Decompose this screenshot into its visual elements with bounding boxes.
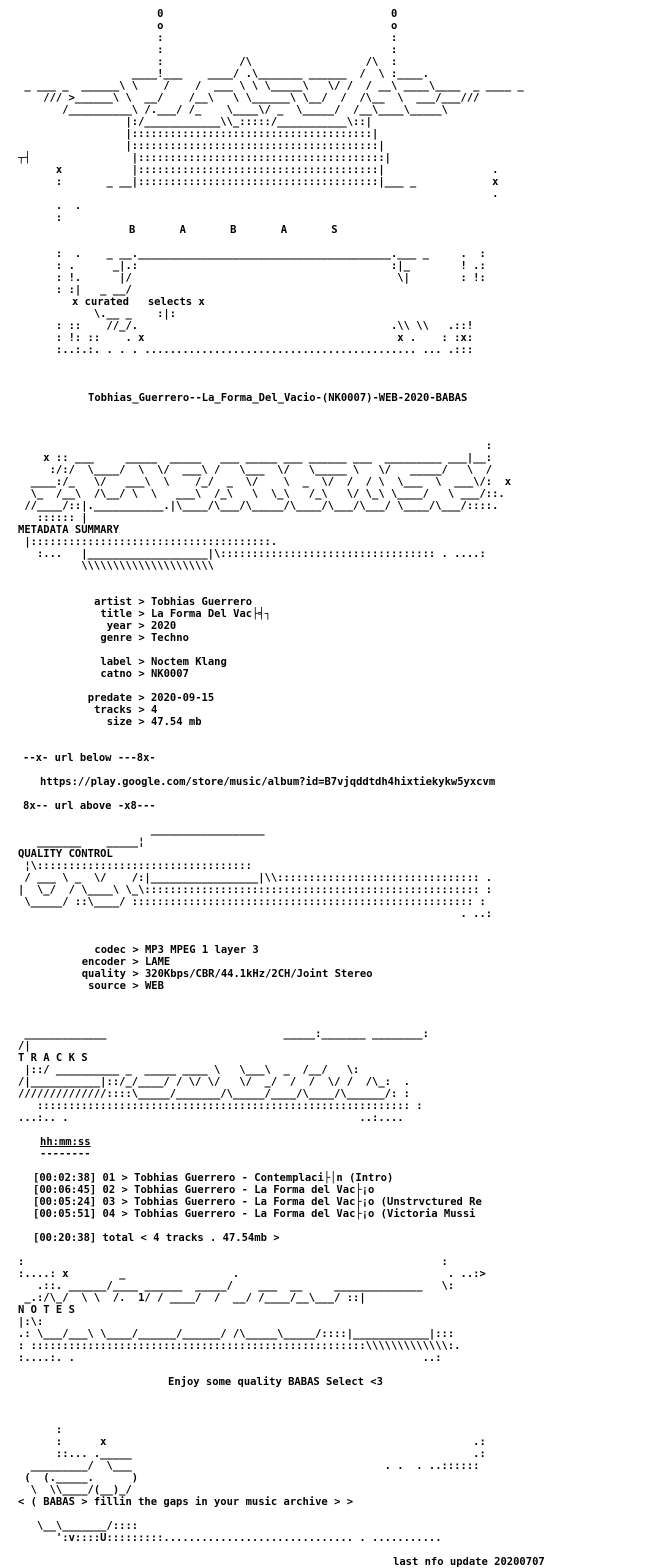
quality-value: 320Kbps/CBR/44.1kHz/2CH/Joint Stereo [144,968,373,980]
nfo-document: 0 0 o o : : : : : /\ /\ : ____!___ ____/ .\_______ ______ / \ :____. _ ___ _ ______\ \ / / ___ \ \ \_____\ \/ / / __\ ____\____ _ ____ _ /// >______\ \ __/ /__\ \ \______\ \__/ / /\__ \ ___/___/// /__________\ /.___/ /_ \____\/ _ \_____/ /__\____\_____\ |:/____________\\_:::::/___________\::| |::::::::::::::::::::::::::::::::::::::| |:::::::::::::::::::::::::::::::::::::::| ┬┤ |:::::::::::::::::::::::::::::::::::::::| x |::::::::::::::::::::::::::::::::::::::| . : _ __|::::::::::::::::::::::::::::::::::::::|___ _ x . . . : B A B A S : . _ __.________________________________________.___ _ . : : . _|.: :|_ ! .: : !. |/ \| : !: : :| _ __/ x curated selects x \.__ _ :|: : :: //_/. .\\ \\ .::! : !: :: . x x . : :x: :..:.:. . . . ........................................... ... .::: Tobhias_Guerrero--La_Forma_Del_Vacio-(NK0007)-WEB-2020-BABAS : x :: ___ _____ _____ ___ _____ ___ ______ ___ _________ ___|__: :/:/ \____/ \ \/ ___\ / \___ \/ \_____ \ \/ _____/ \ / ____:/_ \/ ___\ \ /_/ _ \/ \ _ \/ / / \ \___ \ ___\/: x \_ /__\ /\__/ \ \ ___\ /_\ \ \_\ /_\ \/ \_\ \____/ \ ___/::. //____/::|.___________.|\____/\___/\_____/\____/\___/\___/ \____/\___/::::. :::::: | METADATA SUMMARY |::::::::::::::::::::::::::::::::::::::. :... |___________________|\:::::::::::::::::::::::::::::::::: . ....: \\\\\\\\\\\\\\\\\\\\\ artist > Tobhias Guerrero title > La Forma Del Vac├╡┐ year > 2020 genre > Techno label > Noctem Klang catno > NK0007 predate > 2020-09-15 tracks > 4 size > 47.54 mb --x- url below ---8x- https://play.google.com/store/music/album?id=B7vjqddtdh4hixtiekykw5yxcvm 8x-- url above -x8--- __________________ _______ _____¦ QUALITY CONTROL ¦\:::::::::::::::::::::::::::::::::: / ___ \ _ \/ /:|_________________|\\:::::::::::::::::::::::::::::::: . | \_/ / \____\ \_\::::::::::::::::::::::::::::::::::::::::::::::::::::: : \_____/ ::\____/ :::::::::::::::::::::::::::::::::::::::::::::::::::::: : . ..: codec > MP3 MPEG 1 layer 3 encoder > LAME quality > 320Kbps/CBR/44.1kHz/2CH/Joint Stereo source > WEB _____________ _____:_______ ________: /| T R A C K S |::/ __________ _ _____ ____ \ \___\ _ /__/ \: /|___________|::/_/____/ / \/ \/ \/ _/ / / \/ / /\_: . //////////////::::\_____/_______/\_____/____/\____/\______/: : ::::::::::::::::::::::::::::::::::::::::::::::::::::::::::: : ...:.. . ..:.... hh:mm:ss -------- [00:02:38] 01 > Tobhias Guerrero - Contemplaci├│n (Intro) [00:06:45] 02 > Tobhias Guerrero - La Forma del Vac├¡o [00:05:24] 03 > Tobhias Guerrero - La Forma del Vac├¡o (Unstrvctured Re [00:05:51] 04 > Tobhias Guerrero - La Forma del Vac├¡o (Victoria Mussi [00:20:38] total < 4 tracks . 47.54mb > : : :....: x _ . . ..:> .::. ______/____ ______ _____/ ___ __ ______________ \: _.:/\_/ \ \ /. 1/ / ____/ / __/ /____/__\___/ ::| N O T E S |:\: .: \___/___\ \____/______/______/ /\_____\_____/::::|____________|::: : :::::::::::::::::::::::::::::::::::::::::::::::::::::\\\\\\\\\\\\\:. :....:. . ..: Enjoy some quality BABAS Select <3 : : x .: ::... ._____ .: _________/ \___ . . . ..:::::: ( (._____. ) \ \\____/(__)_/ < ( BABAS > fillin the gaps in your music archive > > \__\_______/:::: ':v::::U:::::::::.............................. . ........... last nfo update 20200707 [18,8,642,1568]
url-below-marker: --x- url below ---8x- [23,752,156,764]
metadata-value: 4 [150,704,158,716]
last-update: last nfo update 20200707 [393,1556,545,1568]
metadata-value: Noctem Klang [150,656,227,668]
metadata-row-size: size > 47.54 mb [18,716,642,728]
quality-value: MP3 MPEG 1 layer 3 [144,944,259,956]
quality-row-source: source > WEB [18,980,642,992]
metadata-row-artist: artist > Tobhias Guerrero [18,596,642,608]
metadata-value: 2020 [150,620,177,632]
metadata-key: predate [87,692,132,704]
metadata-value: 2020-09-15 [150,692,215,704]
notes-section-title: N O T E S [18,1304,75,1316]
metadata-list [18,596,642,728]
url-above-marker: 8x-- url above -x8--- [23,800,156,812]
tracks-banner-art: _____________ _____:_______ ________: /| [18,1028,429,1052]
tagline: x curated selects x [72,296,205,308]
track-row: [00:05:51] 04 > Tobhias Guerrero - La Forma del Vac├¡o (Victoria Mussi [33,1208,476,1220]
group-letters: B A B A S [129,224,338,236]
track-list [18,1172,642,1220]
quality-list [18,944,642,992]
quality-key: source [88,980,126,992]
quality-banner-art: __________________ _______ _____¦ [36,824,265,848]
metadata-key: artist [94,596,132,608]
metadata-row-label: label > Noctem Klang [18,656,642,668]
metadata-key: title [100,608,132,620]
metadata-key: genre [100,632,132,644]
quality-row-codec: codec > MP3 MPEG 1 layer 3 [18,944,642,956]
track-row: [00:06:45] 02 > Tobhias Guerrero - La Forma del Vac├¡o [33,1184,375,1196]
metadata-row-genre: genre > Techno [18,632,642,644]
metadata-banner-art: : x :: ___ _____ _____ ___ _____ ___ ______ ___ _________ ___|__: :/:/ \____/ \ \/ ___\ / \___ \/ \_____ \ \/ _____/ \ / ____:/_ \/ ___\ \ /_/ _ \/ \ _ \/ / / \ \___ \ ___\/: x \_ /__\ /\__/ \ \ ___\ /_\ \ \_\ /_\ \/ \_\ \____/ \ ___/::. //____/::|.___________.|\____/\___/\_____/\____/\___/\___/ \____/\___/::::. :::::: | [24,440,512,524]
quality-row-quality: quality > 320Kbps/CBR/44.1kHz/2CH/Joint Stereo [18,968,642,980]
notes-banner-art: : : :....: x _ . . ..:> .::. ______/____ ______ _____/ ___ __ ______________ \: _.:/\_/ \ \ /. 1/ / ____/ / __/ /____/__\___/ ::| [18,1256,486,1304]
metadata-row-predate: predate > 2020-09-15 [18,692,642,704]
metadata-row-year: year > 2020 [18,620,642,632]
metadata-key: catno [100,668,132,680]
metadata-value: 47.54 mb [150,716,202,728]
quality-section-title: QUALITY CONTROL [18,848,113,860]
metadata-key: size [106,716,132,728]
track-row: [00:05:24] 03 > Tobhias Guerrero - La Forma del Vac├¡o (Unstrvctured Re [33,1196,482,1208]
footer-slogan: < ( BABAS > fillin the gaps in your music archive > > [18,1496,354,1508]
album-url-link[interactable]: https://play.google.com/store/music/album?id=B7vjqddtdh4hixtiekykw5yxcvm [40,776,496,788]
tracks-section-title: T R A C K S [18,1052,88,1064]
metadata-value: Techno [150,632,189,644]
release-name: Tobhias_Guerrero--La_Forma_Del_Vacio-(NK0007)-WEB-2020-BABAS [88,392,468,404]
quality-row-encoder: encoder > LAME [18,956,642,968]
metadata-key: label [100,656,132,668]
metadata-section-title: METADATA SUMMARY [18,524,120,536]
quality-key: quality [81,968,126,980]
metadata-row-catno: catno > NK0007 [18,668,642,680]
metadata-key: year [106,620,132,632]
metadata-key: tracks [94,704,132,716]
time-underline: -------- [40,1148,91,1160]
notes-text: Enjoy some quality BABAS Select <3 [168,1376,383,1388]
time-header: hh:mm:ss [40,1136,91,1148]
quality-value: WEB [144,980,164,992]
metadata-row-tracks: tracks > 4 [18,704,642,716]
metadata-value: NK0007 [150,668,189,680]
header-logo-art: 0 0 o o : : : : : /\ /\ : ____!___ ____/ .\_______ ______ / \ :____. _ ___ _ ______\ \ / / ___ \ \ \_____\ \/ / / __\ ____\____ _ ____ _ /// >______\ \ __/ /__\ \ \______\ \__/ / /\__ \ ___/___/// /__________\ /.___/ /_ \____\/ _ \_____/ /__\____\_____\ |:/____________\\_:::::/___________\::| |::::::::::::::::::::::::::::::::::::::| |:::::::::::::::::::::::::::::::::::::::| ┬┤ |:::::::::::::::::::::::::::::::::::::::| x |::::::::::::::::::::::::::::::::::::::| . : _ __|::::::::::::::::::::::::::::::::::::::|___ _ x . . . : [18,8,524,224]
metadata-row-title: title > La Forma Del Vac├╡┐ [18,608,642,620]
footer-art: : : x .: ::... ._____ .: _________/ \___ . . . ..:::::: ( (._____. ) \ \\____/(__)_/ [24,1424,486,1496]
metadata-value: Tobhias Guerrero [150,596,253,608]
track-row: [00:02:38] 01 > Tobhias Guerrero - Contemplaci├│n (Intro) [33,1172,394,1184]
quality-value: LAME [144,956,171,968]
quality-key: encoder [81,956,126,968]
tracks-total: [00:20:38] total < 4 tracks . 47.54mb > [33,1232,280,1244]
metadata-value: La Forma Del Vac├╡┐ [150,608,272,620]
quality-key: codec [94,944,126,956]
